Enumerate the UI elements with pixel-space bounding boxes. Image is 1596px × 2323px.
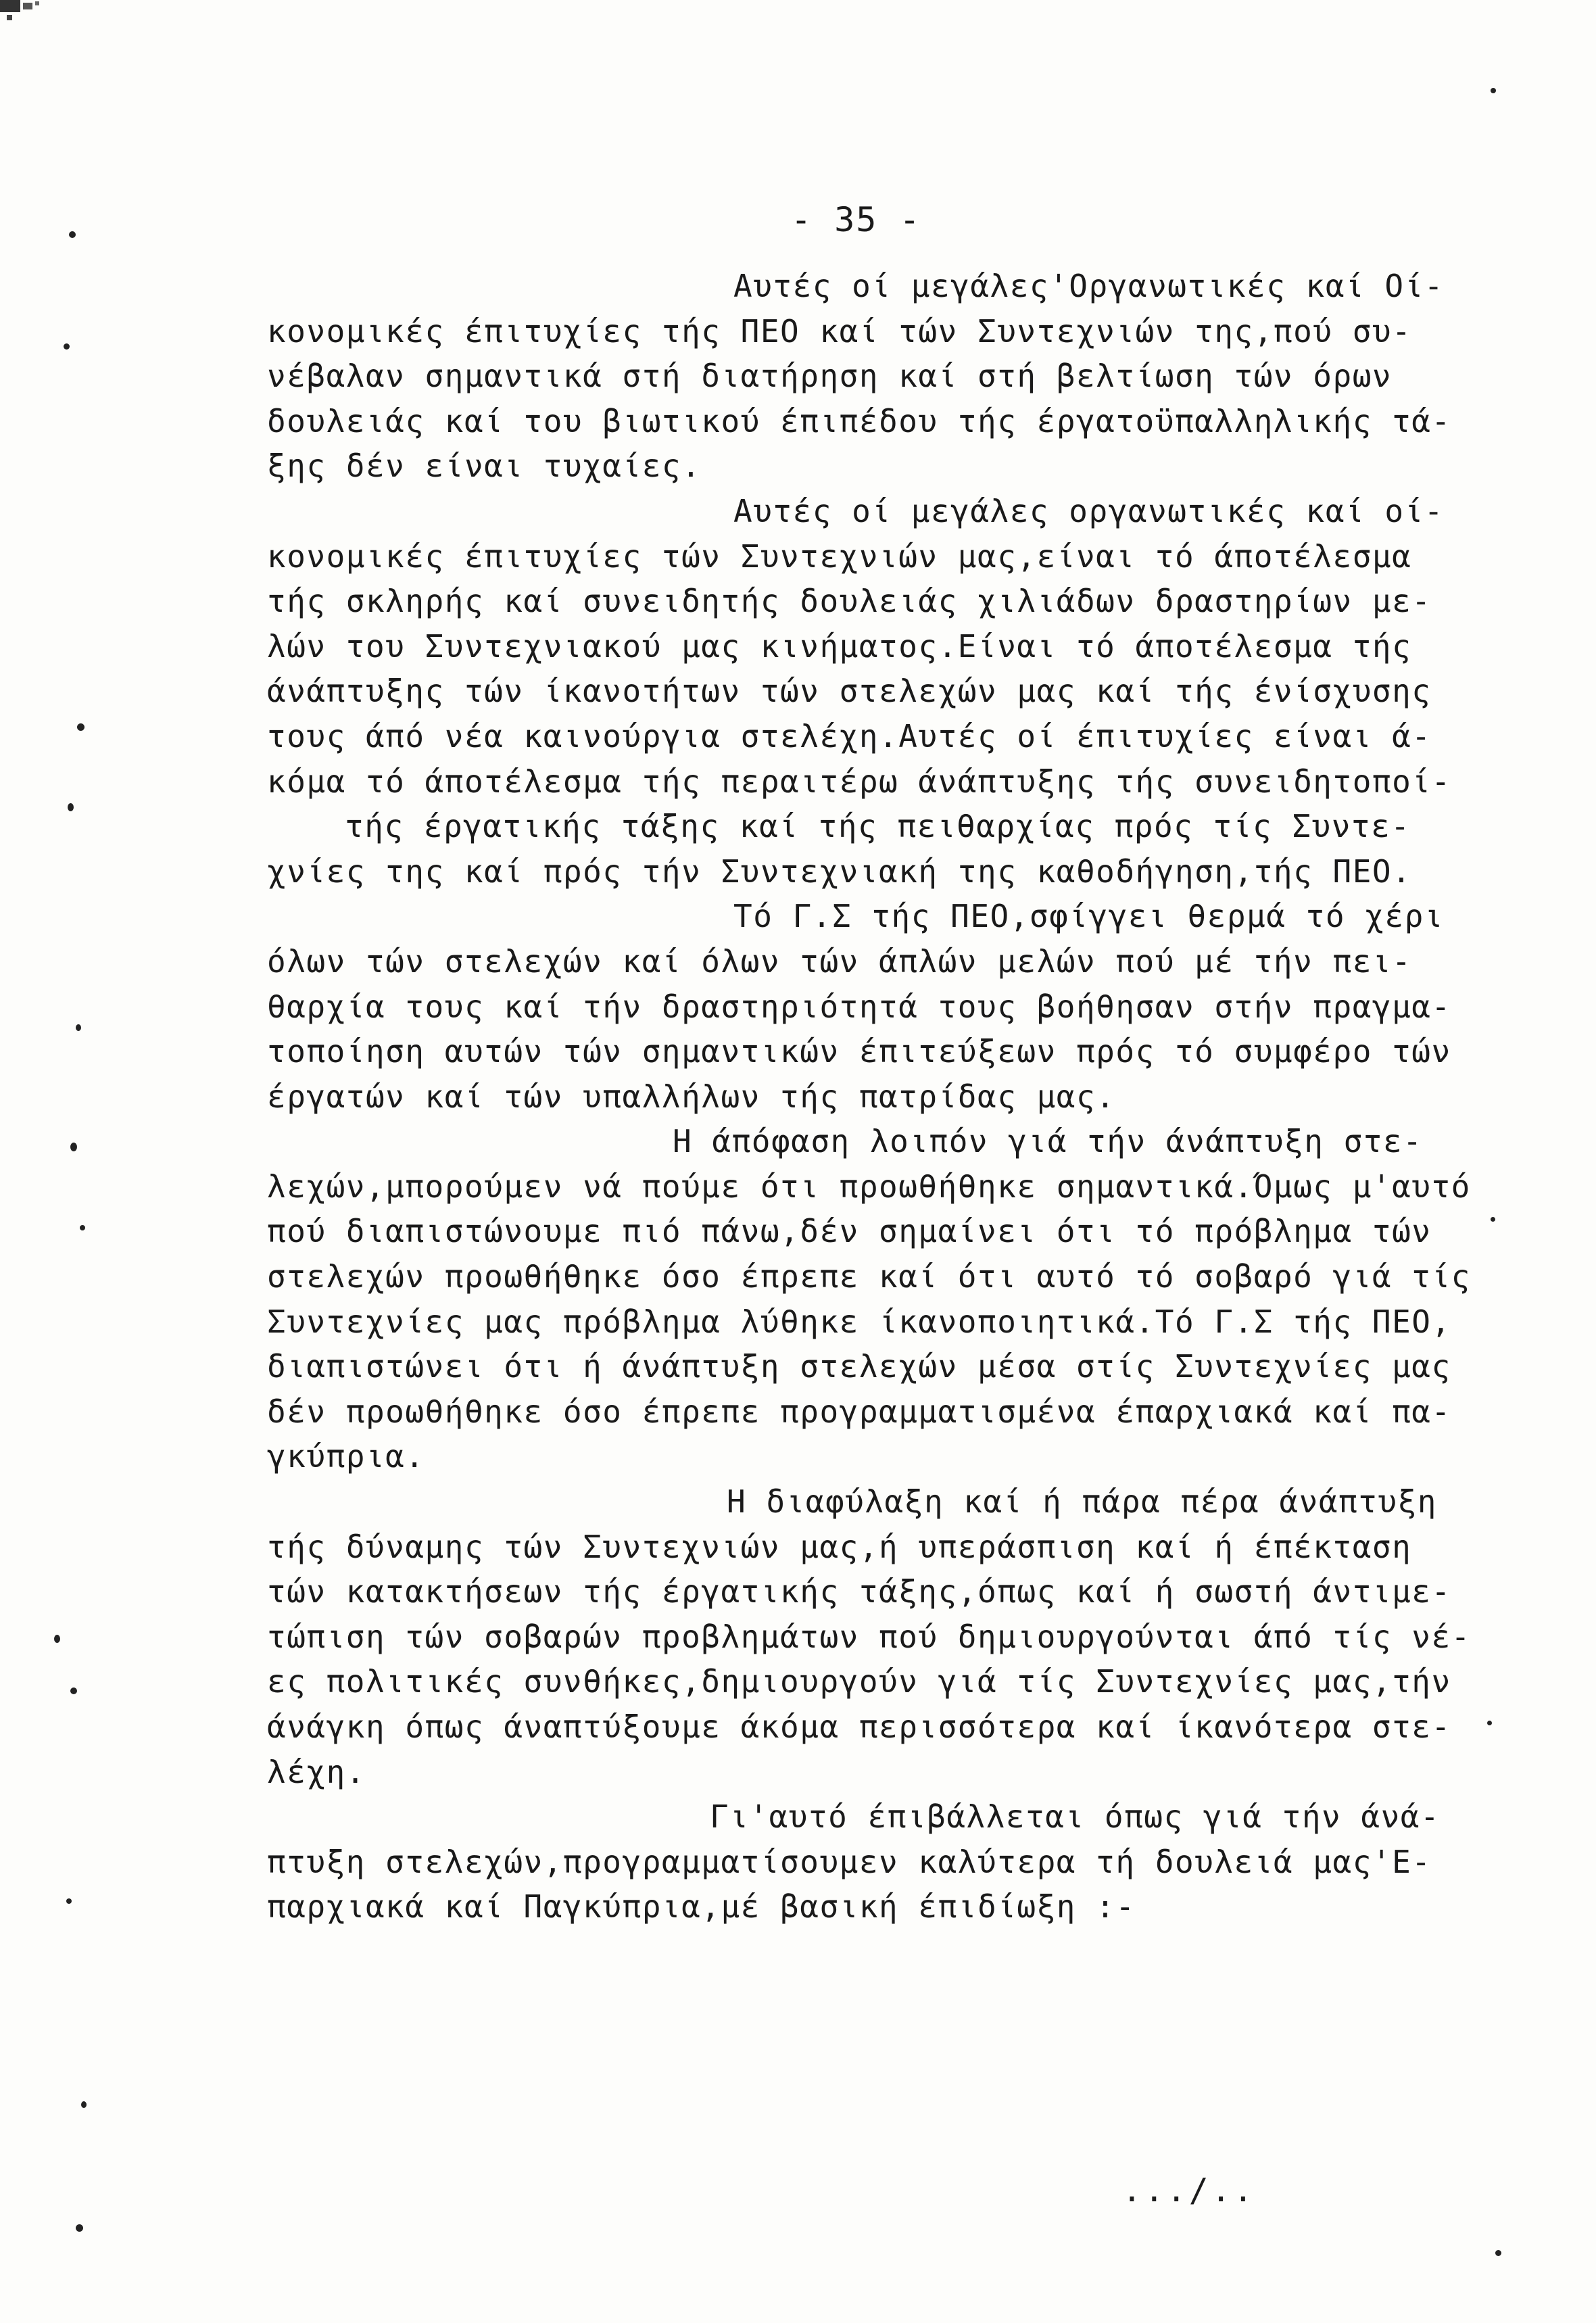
text-line: τών κατακτήσεων τής έργατικής τάξης,όπως καί ή σωστή άντιμε- [267, 1573, 1451, 1610]
page-number: - 35 - [791, 200, 921, 239]
margin-speck [1487, 1721, 1492, 1725]
text-line: ξης δέν είναι τυχαίες. [267, 448, 702, 485]
margin-speck [76, 2224, 83, 2232]
text-line: Συντεχνίες μας πρόβλημα λύθηκε ίκανοποιητικά.Τό Γ.Σ τής ΠΕΟ, [267, 1303, 1451, 1340]
text-line: στελεχών προωθήθηκε όσο έπρεπε καί ότι αυτό τό σοβαρό γιά τίς [267, 1258, 1471, 1295]
text-line: παρχιακά καί Παγκύπρια,μέ βασική έπιδίωξη :- [267, 1888, 1136, 1925]
text-line: όλων τών στελεχών καί όλων τών άπλών μελών πού μέ τήν πει- [267, 942, 1412, 980]
text-line: τής δύναμης τών Συντεχνιών μας,ή υπεράσπιση καί ή έπέκταση [267, 1528, 1412, 1565]
text-line: θαρχία τους καί τήν δραστηριότητά τους βοήθησαν στήν πραγμα- [267, 988, 1451, 1025]
text-line: λεχών,μπορούμεν νά πούμε ότι προωθήθηκε σημαντικά.Όμως μ'αυτό [267, 1168, 1471, 1205]
margin-speck [1495, 2250, 1501, 2256]
scan-artifact-corner [0, 0, 61, 30]
margin-speck [76, 1024, 81, 1031]
text-line: κονομικές έπιτυχίες τής ΠΕΟ καί τών Συντεχνιών της,πού συ- [267, 312, 1412, 350]
text-line: νέβαλαν σημαντικά στή διατήρηση καί στή βελτίωση τών όρων [267, 358, 1393, 395]
margin-speck [80, 1225, 85, 1230]
text-line: δέν προωθήθηκε όσο έπρεπε προγραμματισμένα έπαρχιακά καί πα- [267, 1393, 1451, 1430]
text-line: τής έργατικής τάξης καί τής πειθαρχίας πρός τίς Συντε- [345, 808, 1411, 845]
continuation-mark: .../.. [1122, 2172, 1256, 2209]
margin-speck [68, 803, 74, 811]
text-line: Τό Γ.Σ τής ΠΕΟ,σφίγγει θερμά τό χέρι [733, 898, 1444, 935]
text-line: λών του Συντεχνιακού μας κινήματος.Είναι τό άποτέλεσμα τής [267, 627, 1412, 665]
text-line: χνίες της καί πρός τήν Συντεχνιακή της καθοδήγηση,τής ΠΕΟ. [267, 853, 1412, 890]
text-line: διαπιστώνει ότι ή άνάπτυξη στελεχών μέσα στίς Συντεχνίες μας [267, 1348, 1451, 1385]
body-text [267, 264, 1470, 1930]
text-line: τώπιση τών σοβαρών προβλημάτων πού δημιουργούνται άπό τίς νέ- [267, 1618, 1471, 1655]
text-line: πού διαπιστώνουμε πιό πάνω,δέν σημαίνει ότι τό πρόβλημα τών [267, 1213, 1432, 1250]
margin-speck [70, 1687, 77, 1694]
margin-speck [69, 231, 76, 238]
text-line: τοποίηση αυτών τών σημαντικών έπιτεύξεων πρός τό συμφέρο τών [267, 1033, 1451, 1070]
text-line: κονομικές έπιτυχίες τών Συντεχνιών μας,είναι τό άποτέλεσμα [267, 537, 1412, 575]
text-line: κόμα τό άποτέλεσμα τής περαιτέρω άνάπτυξης τής συνειδητοποί- [267, 763, 1451, 800]
margin-speck [1491, 88, 1496, 93]
text-line: άνάπτυξης τών ίκανοτήτων τών στελεχών μας καί τής ένίσχυσης [267, 673, 1432, 710]
text-line: Η διαφύλαξη καί ή πάρα πέρα άνάπτυξη [727, 1483, 1437, 1520]
text-line: Η άπόφαση λοιπόν γιά τήν άνάπτυξη στε- [673, 1123, 1423, 1160]
text-line: έργατών καί τών υπαλλήλων τής πατρίδας μας. [267, 1078, 1116, 1115]
margin-speck [66, 1898, 72, 1904]
margin-speck [77, 723, 84, 731]
text-line: Γι'αυτό έπιβάλλεται όπως γιά τήν άνά- [710, 1798, 1441, 1836]
margin-speck [81, 2101, 87, 2108]
text-line: δουλειάς καί του βιωτικού έπιπέδου τής έργατοϋπαλληλικής τά- [267, 402, 1451, 439]
margin-speck [1491, 1217, 1495, 1222]
margin-speck [70, 1143, 77, 1151]
text-line: Αυτές οί μεγάλες'Οργανωτικές καί Οί- [733, 268, 1444, 304]
margin-speck [54, 1635, 60, 1643]
text-line: λέχη. [267, 1753, 366, 1790]
text-line: ες πολιτικές συνθήκες,δημιουργούν γιά τίς Συντεχνίες μας,τήν [267, 1663, 1451, 1700]
margin-speck [64, 343, 70, 350]
text-line: Αυτές οί μεγάλες οργανωτικές καί οί- [733, 492, 1444, 529]
text-line: άνάγκη όπως άναπτύξουμε άκόμα περισσότερα καί ίκανότερα στε- [267, 1708, 1451, 1745]
text-line: γκύπρια. [267, 1438, 425, 1475]
text-line: τους άπό νέα καινούργια στελέχη.Αυτές οί έπιτυχίες είναι ά- [267, 717, 1432, 755]
text-line: τής σκληρής καί συνειδητής δουλειάς χιλιάδων δραστηρίων με- [267, 583, 1432, 620]
text-line: πτυξη στελεχών,προγραμματίσουμεν καλύτερα τή δουλειά μας'Ε- [267, 1843, 1432, 1880]
